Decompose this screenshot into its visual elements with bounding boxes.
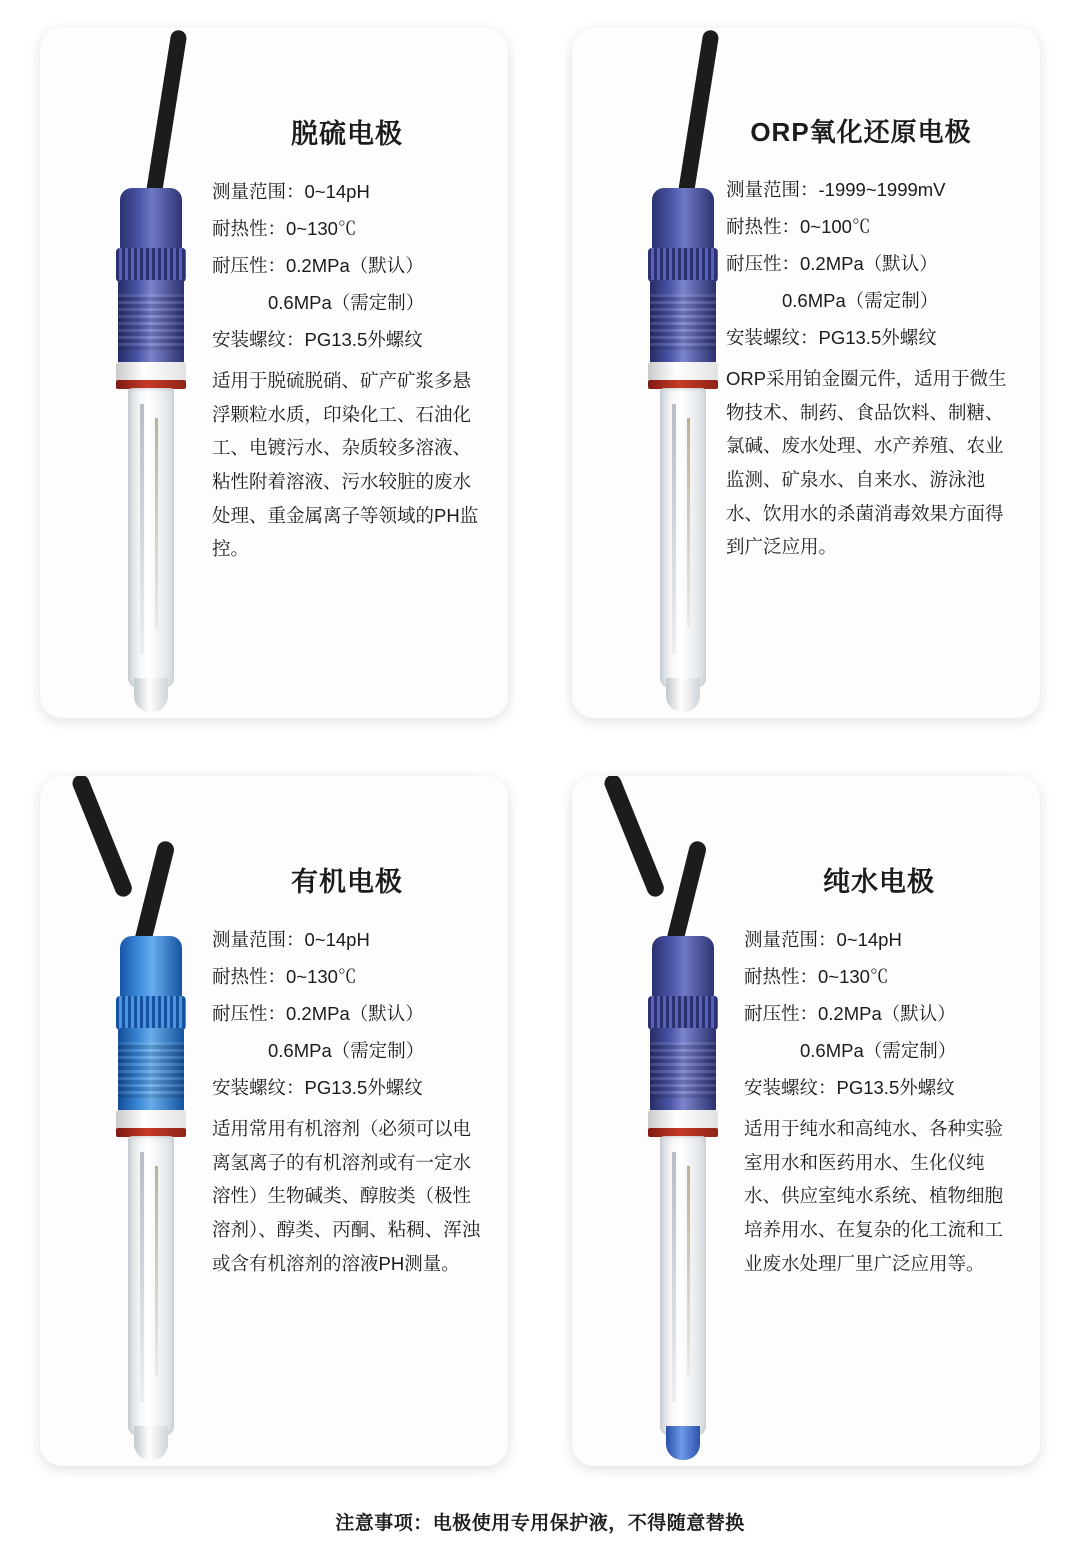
spec-thread: 安装螺纹：PG13.5外螺纹 (744, 1077, 955, 1098)
glass-shaft (660, 388, 706, 688)
product-card-orp (572, 28, 1040, 718)
glass-shaft (128, 1136, 174, 1436)
connector-body (650, 1028, 716, 1112)
card-content (208, 776, 508, 1280)
connector-body (650, 280, 716, 364)
product-card-organic (40, 776, 508, 1466)
spec-thread: 安装螺纹：PG13.5外螺纹 (212, 1077, 423, 1098)
spec-pressure-resistance: 耐压性：0.2MPa（默认） (744, 1003, 956, 1024)
white-ring (648, 1110, 718, 1130)
glass-shaft (660, 1136, 706, 1436)
connector-body (118, 1028, 184, 1112)
connector-cap (120, 936, 182, 998)
card-content (722, 28, 1040, 564)
connector-ring (648, 248, 718, 282)
card-content (740, 776, 1040, 1280)
spec-measure-range: 测量范围：0~14pH (212, 929, 370, 950)
card-title: 脱硫电极 (291, 119, 403, 149)
spec-measure-range: 测量范围：0~14pH (212, 181, 370, 202)
spec-heat-resistance: 耐热性：0~130℃ (212, 218, 357, 239)
card-description: 适用于脱硫脱硝、矿产矿浆多悬浮颗粒水质，印染化工、石油化工、电镀污水、杂质较多溶液、粘性附着溶液、污水较脏的废水处理、重金属离子等领域的PH监控。 (212, 370, 479, 560)
white-ring (648, 362, 718, 382)
cable-icon (602, 776, 666, 899)
spec-pressure-resistance: 耐压性：0.2MPa（默认） (726, 253, 938, 274)
spec-pressure-resistance: 耐压性：0.2MPa（默认） (212, 255, 424, 276)
card-row-top (40, 28, 1040, 718)
spec-heat-resistance: 耐热性：0~130℃ (212, 966, 357, 987)
connector-cap (120, 188, 182, 250)
white-ring (116, 1110, 186, 1130)
connector-ring (116, 996, 186, 1030)
spec-heat-resistance: 耐热性：0~100℃ (726, 216, 871, 237)
probe-tip (666, 1426, 700, 1460)
spec-measure-range: 测量范围：0~14pH (744, 929, 902, 950)
footer-note: 注意事项：电极使用专用保护液，不得随意替换 (335, 1513, 745, 1534)
probe-tip (666, 678, 700, 712)
white-ring (116, 362, 186, 382)
probe-tip (134, 1426, 168, 1460)
card-title: ORP氧化还原电极 (750, 117, 972, 147)
connector-body (118, 280, 184, 364)
connector-ring (116, 248, 186, 282)
spec-pressure-custom: 0.6MPa（需定制） (800, 1040, 957, 1061)
spec-pressure-custom: 0.6MPa（需定制） (782, 290, 939, 311)
connector-ring (648, 996, 718, 1030)
card-title: 有机电极 (291, 867, 403, 897)
glass-shaft (128, 388, 174, 688)
card-title: 纯水电极 (823, 867, 935, 897)
spec-pressure-custom: 0.6MPa（需定制） (268, 1040, 425, 1061)
card-description: ORP采用铂金圈元件，适用于微生物技术、制药、食品饮料、制糖、氯碱、废水处理、水产养殖、农业监测、矿泉水、自来水、游泳池水、饮用水的杀菌消毒效果方面得到广泛应用。 (726, 368, 1007, 558)
spec-pressure-resistance: 耐压性：0.2MPa（默认） (212, 1003, 424, 1024)
card-description: 适用常用有机溶剂（必须可以电离氢离子的有机溶剂或有一定水溶性）生物碱类、醇胺类（极性溶剂）、醇类、丙酮、粘稠、浑浊或含有机溶剂的溶液PH测量。 (212, 1118, 481, 1274)
card-row-bottom (40, 776, 1040, 1466)
spec-measure-range: 测量范围：-1999~1999mV (726, 179, 946, 200)
card-description: 适用于纯水和高纯水、各种实验室用水和医药用水、生化仪纯水、供应室纯水系统、植物细胞培养用水、在复杂的化工流和工业废水处理厂里广泛应用等。 (744, 1118, 1004, 1274)
cable-icon (70, 776, 134, 899)
connector-cap (652, 936, 714, 998)
connector-cap (652, 188, 714, 250)
spec-thread: 安装螺纹：PG13.5外螺纹 (212, 329, 423, 350)
probe-tip (134, 678, 168, 712)
card-content (208, 28, 508, 566)
spec-pressure-custom: 0.6MPa（需定制） (268, 292, 425, 313)
spec-heat-resistance: 耐热性：0~130℃ (744, 966, 889, 987)
spec-thread: 安装螺纹：PG13.5外螺纹 (726, 327, 937, 348)
product-card-pure-water (572, 776, 1040, 1466)
product-card-desulfurization (40, 28, 508, 718)
